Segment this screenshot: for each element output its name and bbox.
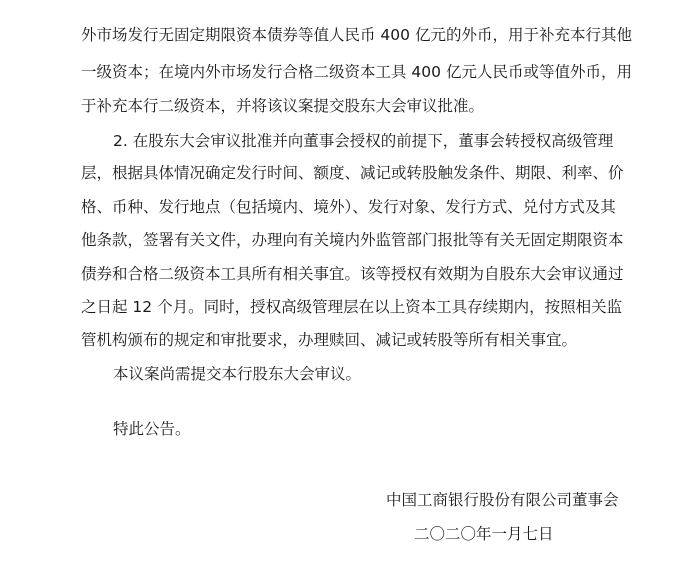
closing-statement: 特此公告。: [113, 420, 191, 438]
text-line: 管机构颁布的规定和审批要求，办理赎回、减记或转股等所有相关事宜。: [81, 331, 578, 349]
text-line: 一级资本；在境内外市场发行合格二级资本工具 400 亿元人民币或等值外币，用: [81, 63, 632, 81]
text-line: 外市场发行无固定期限资本债券等值人民币 400 亿元的外币，用于补充本行其他: [81, 26, 632, 44]
text-line: 本议案尚需提交本行股东大会审议。: [113, 365, 362, 383]
issuer-name: 中国工商银行股份有限公司董事会: [386, 491, 619, 509]
text-line: 于补充本行二级资本，并将该议案提交股东大会审议批准。: [81, 97, 485, 115]
text-line: 格、币种、发行地点（包括境内、境外）、发行对象、发行方式、兑付方式及其: [81, 198, 616, 216]
text-line: 他条款，签署有关文件，办理向有关境内外监管部门报批等有关无固定期限资本: [81, 231, 624, 249]
text-line: 2. 在股东大会审议批准并向董事会授权的前提下，董事会转授权高级管理: [113, 132, 614, 150]
text-line: 之日起 12 个月。同时，授权高级管理层在以上资本工具存续期内，按照相关监: [81, 298, 623, 316]
text-line: 债券和合格二级资本工具所有相关事宜。该等授权有效期为自股东大会审议通过: [81, 265, 624, 283]
announcement-date: 二〇二〇年一月七日: [414, 525, 554, 543]
text-line: 层，根据具体情况确定发行时间、额度、减记或转股触发条件、期限、利率、价: [81, 164, 624, 182]
